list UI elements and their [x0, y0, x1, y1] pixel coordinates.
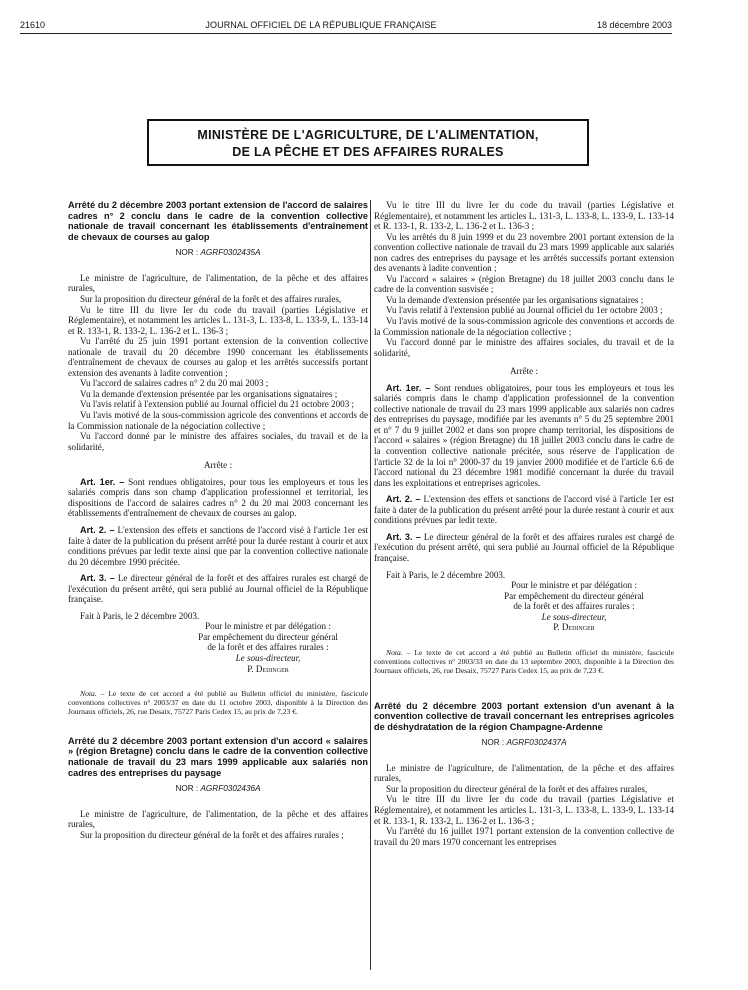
paragraph: Vu l'accord « salaires » (région Bretagne) du 18 juillet 2003 conclu dans le cadre de la convention susvisée ; — [374, 273, 674, 295]
signatory-name: P. Dedinger — [247, 663, 289, 674]
paragraph: Le ministre de l'agriculture, de l'alimentation, de la pêche et des affaires rurales, — [374, 762, 674, 784]
paragraph: Vu l'accord donné par le ministre des affaires sociales, du travail et de la solidarité, — [374, 337, 674, 358]
page-header — [20, 20, 672, 30]
issue-date: 18 décembre 2003 — [596, 20, 672, 30]
article-1: Art. 1er. – Sont rendues obligatoires, pour tous les employeurs et tous les salariés compris dans son champ d'application professionnel et territorial, les dispositions de l'accord de salaires cadres n° 2 du 20 mai 2003 concernant les établissements d'entraînement de chevaux de courses au galop. — [68, 476, 368, 519]
signature-block: Pour le ministre et par délégation : Par empêchement du directeur général de la forêt et des affaires rurales : Le sous-directeur, P. Dedinger — [374, 580, 674, 633]
nor-reference: NOR : AGRF0302436A — [175, 784, 261, 794]
paragraph: Vu l'arrêté du 25 juin 1991 portant extension de la convention collective nationale de travail du 20 décembre 1990 concernant les établissements d'entraînement de chevaux de courses au galop et les arrêtés successifs portant extension des avenants à ladite convention ; — [68, 336, 368, 378]
paragraph: Vu l'arrêté du 16 juillet 1971 portant extension de la convention collective de travail du 20 mars 1970 concernant les entreprises — [374, 826, 674, 847]
signing-place-date: Fait à Paris, le 2 décembre 2003. — [386, 569, 506, 580]
arrete-heading: Arrête : — [509, 366, 539, 377]
nor-reference: NOR : AGRF0302437A — [481, 738, 567, 748]
paragraph: Vu la demande d'extension présentée par les organisations signataires ; — [386, 294, 644, 305]
column-divider — [370, 200, 371, 970]
decree-title: Arrêté du 2 décembre 2003 portant extension d'un accord « salaires » (région Bretagne) conclu dans le cadre de la convention collective nationale de travail du 23 mars 1999 applicable aux salariés non cadres des entreprises du paysage — [68, 735, 368, 778]
decree-3 — [374, 701, 674, 848]
paragraph: Vu l'avis motivé de la sous-commission agricole des conventions et accords de la Commission nationale de la négociation collective ; — [68, 410, 368, 431]
decree-2 — [68, 736, 368, 841]
article-3: Art. 3. – Le directeur général de la forêt et des affaires rurales est chargé de l'exécution du présent arrêté, qui sera publié au Journal officiel de la République française. — [68, 573, 369, 605]
nor-code: AGRF0302435A — [200, 248, 261, 258]
header-rule — [20, 33, 672, 34]
paragraph: Vu le titre III du livre Ier du code du travail (parties Législative et Réglementaire), et notamment les articles L. 131-3, L. 133-8, L. 133-9, L. 133-14 et R. 133-1, R. 133-2, L. 136-2 et L. 136-3 ; — [374, 794, 674, 826]
ministry-line-1: MINISTÈRE DE L'AGRICULTURE, DE L'ALIMENTATION, — [197, 128, 539, 142]
paragraph: Vu la demande d'extension présentée par les organisations signataires ; — [80, 388, 338, 399]
paragraph: Vu les arrêtés du 8 juin 1999 et du 23 novembre 2001 portant extension de la convention collective nationale de travail du 23 mars 1999 applicable aux salariés non cadres des entreprises du paysage et les arrêtés successifs portant extension des avenants à ladite convention ; — [374, 231, 674, 274]
paragraph: Le ministre de l'agriculture, de l'alimentation, de la pêche et des affaires rurales, — [68, 272, 368, 294]
section-separator — [374, 686, 674, 687]
nota: Nota. – Le texte de cet accord a été publié au Bulletin officiel du ministère, fascicule conventions collectives n° 2003/33 en date du 13 septembre 2003, disponible à la Direction des Journaux officiels, 26, rue Desaix, 75727 Paris Cedex 15, au prix de 7,23 €. — [374, 647, 674, 675]
arrete-heading: Arrête : — [203, 460, 233, 471]
signature-block: Pour le ministre et par délégation : Par empêchement du directeur général de la forêt et des affaires rurales : Le sous-directeur, P. Dedinger — [68, 621, 368, 674]
decree-title: Arrêté du 2 décembre 2003 portant extension de l'accord de salaires cadres n° 2 conclu dans le cadre de la convention collective nationale de travail concernant les établissements d'entraînement de chevaux de courses au galop — [68, 200, 368, 242]
paragraph: Vu le titre III du livre Ier du code du travail (parties Législative et Réglementaire), et notamment les articles L. 131-3, L. 133-8, L. 133-9, L. 133-14 et R. 133-1, R. 133-2, L. 136-2 et L. 136-3 ; — [68, 304, 368, 336]
signatory-name: P. Dedinger — [553, 622, 595, 633]
ministry-line-2: DE LA PÊCHE ET DES AFFAIRES RURALES — [232, 145, 504, 159]
decree-2-continued — [374, 200, 674, 676]
paragraph: Vu le titre III du livre Ier du code du travail (parties Législative et Réglementaire), et notamment les articles L. 131-3, L. 133-8, L. 133-9, L. 133-14 et R. 133-1, R. 133-2, L. 136-2 et L. 136-3 ; — [374, 200, 674, 232]
signing-place-date: Fait à Paris, le 2 décembre 2003. — [80, 610, 200, 621]
paragraph: Le ministre de l'agriculture, de l'alimentation, de la pêche et des affaires rurales, — [68, 808, 368, 830]
nota: Nota. – Le texte de cet accord a été publié au Bulletin officiel du ministère, fascicule conventions collectives n° 2003/37 en date du 11 octobre 2003, disponible à la Direction des Journaux officiels, 26, rue Desaix, 75727 Paris Cedex 15, au prix de 7,23 €. — [68, 689, 368, 716]
section-separator — [68, 723, 368, 724]
ministry-heading — [147, 119, 589, 166]
paragraph: Vu l'avis relatif à l'extension publié au Journal officiel du 21 octobre 2003 ; — [80, 399, 355, 410]
nor-code: AGRF0302436A — [200, 784, 261, 794]
nor-code: AGRF0302437A — [506, 738, 567, 748]
decree-title: Arrêté du 2 décembre 2003 portant extension d'un avenant à la convention collective de travail concernant les entreprises agricoles de déshydratation de la région Champagne-Ardenne — [374, 700, 674, 732]
article-1: Art. 1er. – Sont rendues obligatoires, pour tous les employeurs et tous les salariés compris dans le champ d'application professionnel de la convention collective nationale de travail du 23 mars 1999 applicable aux salariés non cadres des entreprises du paysage, modifiée par les avenants n° 5 du 25 septembre 2001 et n° 7 du 9 juillet 2002 et dans son propre champ territorial, les dispositions de l'accord « salaires » (région Bretagne) du 18 juillet 2003 conclu dans le cadre de la convention collective nationale précitée, sous réserve de l'application de l'article 32 de la loi n° 2000-37 du 19 janvier 2000 modifiée et de l'article 6.6 de l'accord national du 23 décembre 1981 modifié concernant la durée du travail dans les exploitations et entreprises agricoles. — [374, 382, 674, 488]
right-column — [374, 200, 674, 847]
paragraph: Sur la proposition du directeur général de la forêt et des affaires rurales ; — [80, 829, 344, 840]
decree-1 — [68, 200, 368, 717]
left-column — [68, 200, 368, 840]
paragraph: Sur la proposition du directeur général de la forêt et des affaires rurales, — [80, 294, 342, 305]
paragraph: Vu l'avis motivé de la sous-commission agricole des conventions et accords de la Commission nationale de la négociation collective ; — [374, 316, 674, 337]
paragraph: Vu l'accord donné par le ministre des affaires sociales, du travail et de la solidarité, — [68, 431, 368, 452]
nor-reference: NOR : AGRF0302435A — [175, 248, 261, 258]
page-number: 21610 — [20, 20, 46, 30]
article-3: Art. 3. – Le directeur général de la forêt et des affaires rurales est chargé de l'exécution du présent arrêté, qui sera publié au Journal officiel de la République française. — [374, 531, 675, 563]
journal-title: JOURNAL OFFICIEL DE LA RÉPUBLIQUE FRANÇAISE — [205, 20, 437, 30]
paragraph: Sur la proposition du directeur général de la forêt et des affaires rurales, — [386, 783, 648, 794]
paragraph: Vu l'accord de salaires cadres n° 2 du 20 mai 2003 ; — [80, 378, 269, 389]
article-2: Art. 2. – L'extension des effets et sanctions de l'accord visé à l'article 1er est faite à dater de la publication du présent arrêté pour la durée restant à courir et aux conditions prévues par ledit texte ainsi que par la convention collective nationale du 20 décembre 1990 précitée. — [68, 524, 369, 567]
article-2: Art. 2. – L'extension des effets et sanctions de l'accord visé à l'article 1er est faite à dater de la publication du présent arrêté pour la durée restant à courir et aux conditions prévues par ledit texte. — [374, 494, 675, 526]
paragraph: Vu l'avis relatif à l'extension publié au Journal officiel du 1er octobre 2003 ; — [386, 305, 663, 316]
